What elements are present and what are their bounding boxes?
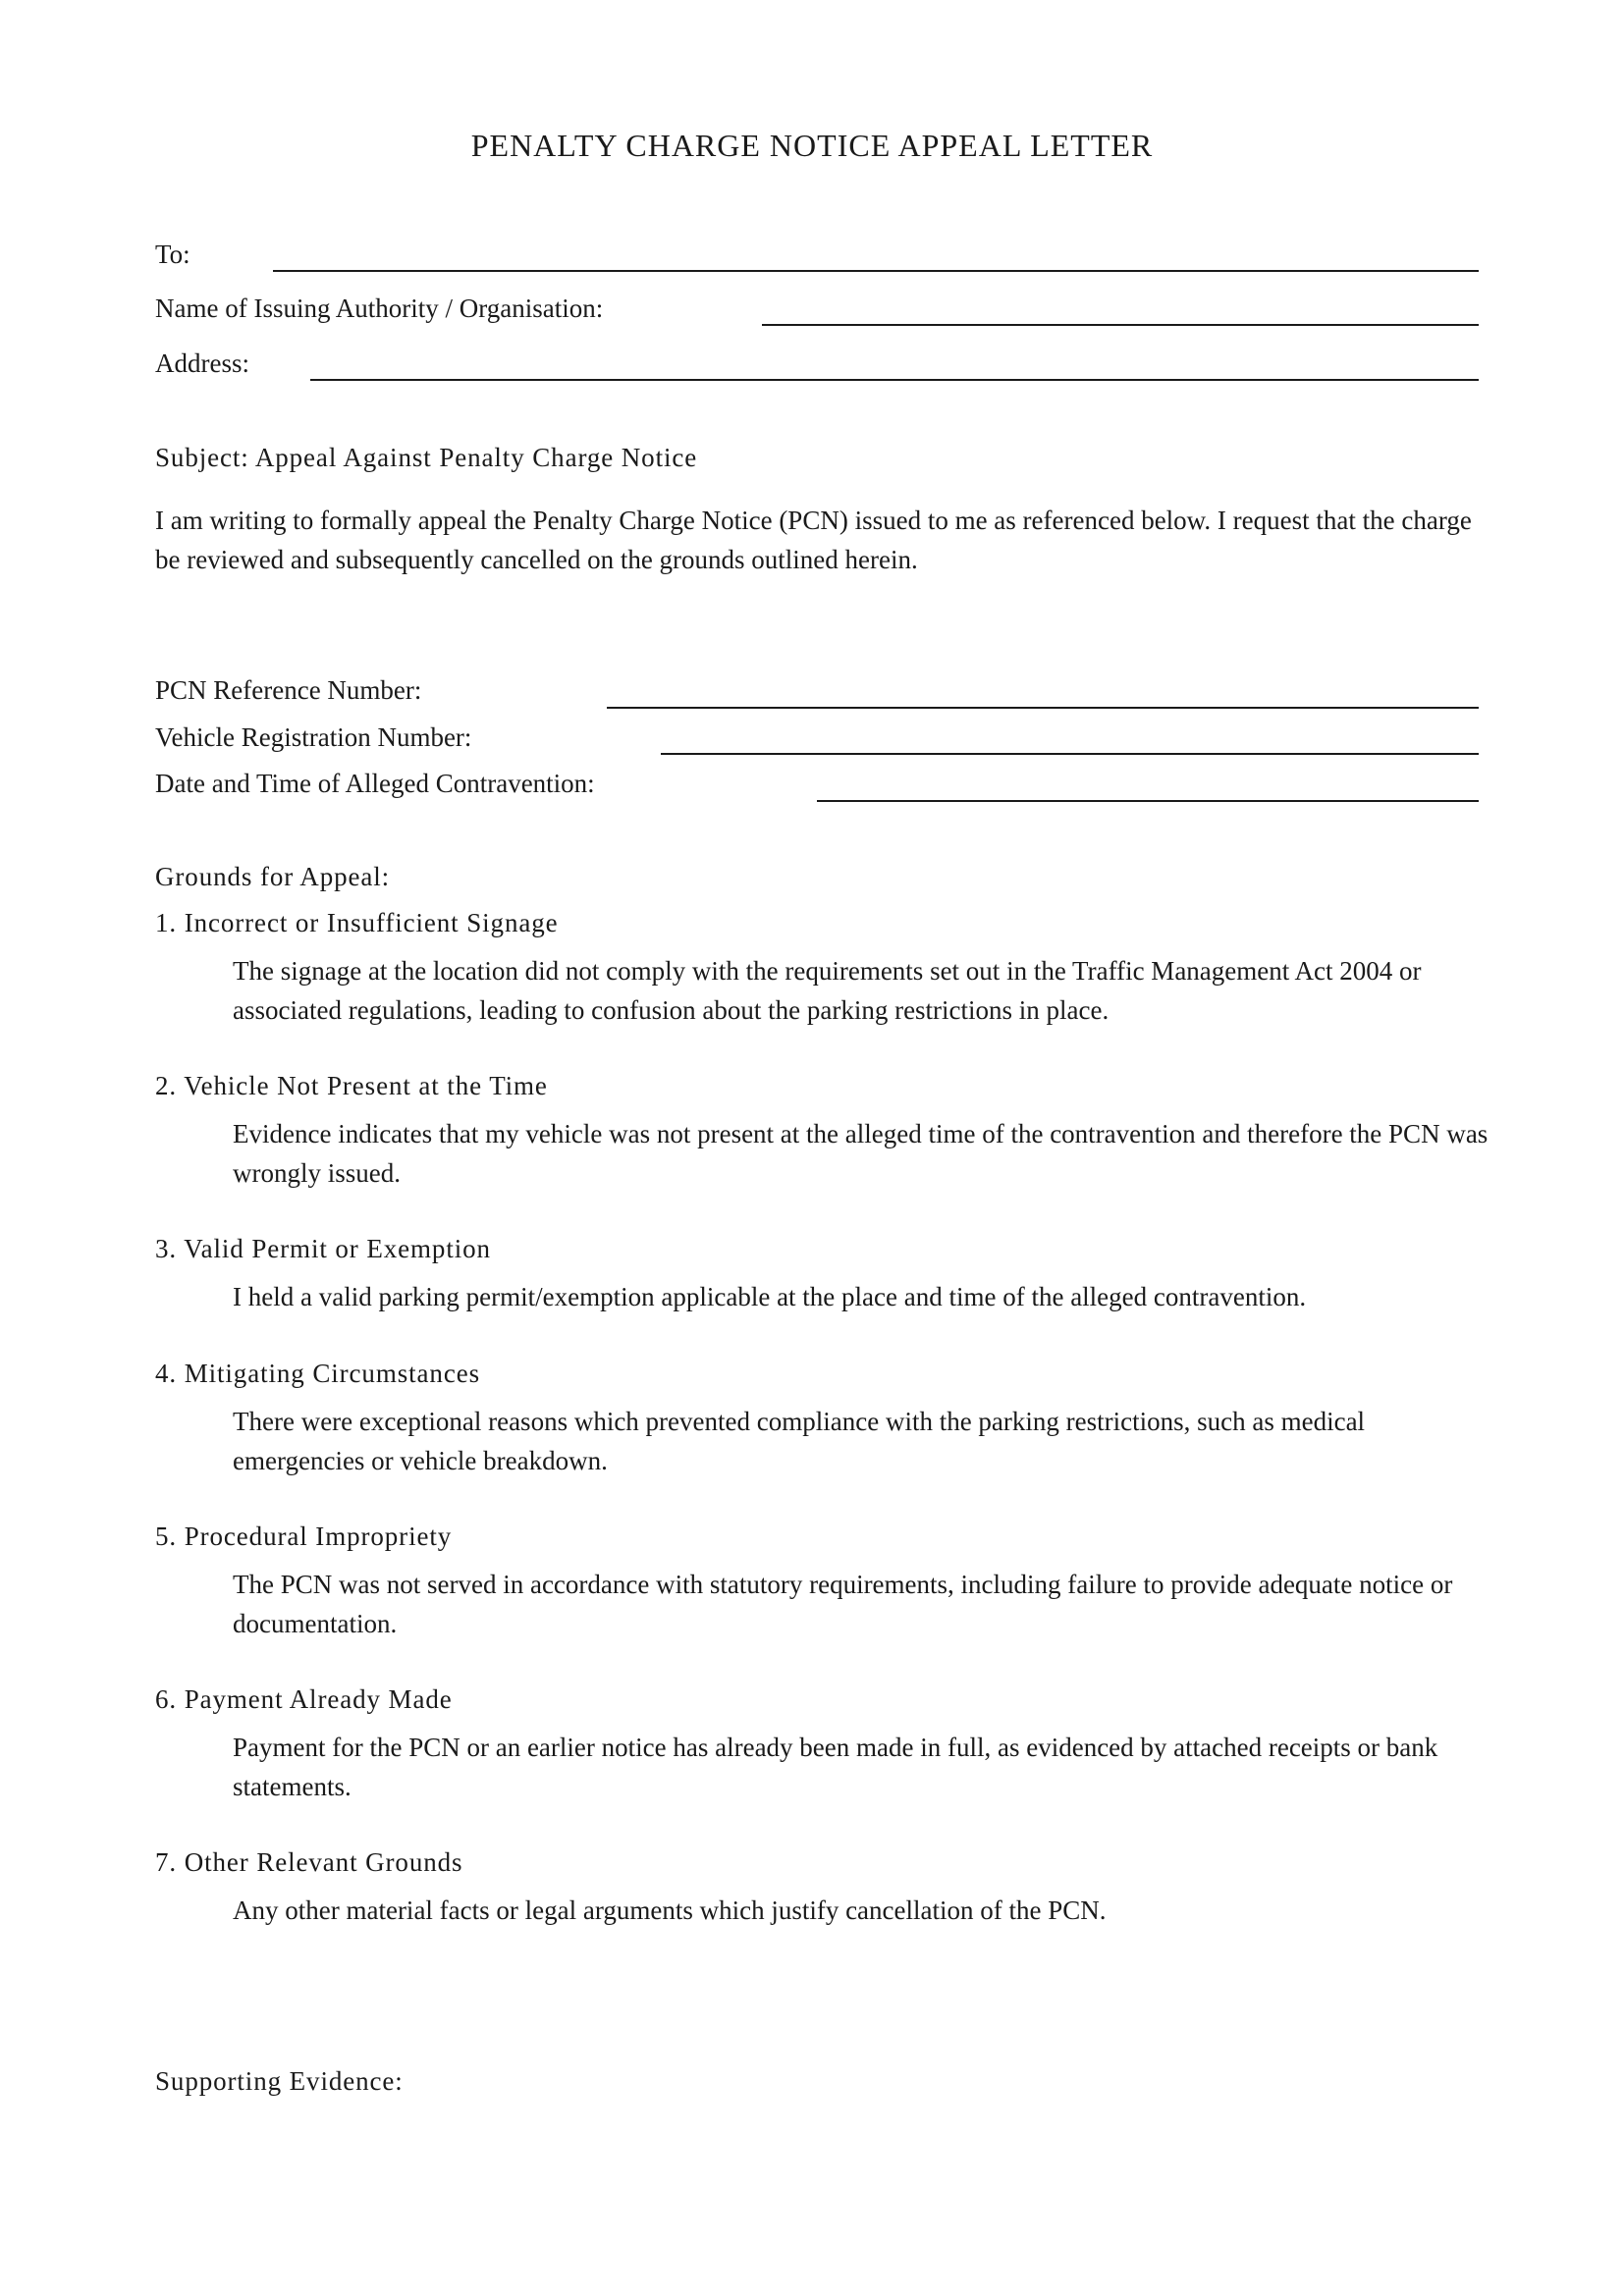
pcn-reference-field-line[interactable] (607, 707, 1479, 709)
ground-title-6: 6. Payment Already Made (155, 1684, 453, 1714)
address-label: Address: (155, 348, 249, 378)
vehicle-registration-field-line[interactable] (661, 753, 1479, 755)
address-field-line[interactable] (310, 379, 1479, 381)
ground-title-4: 4. Mitigating Circumstances (155, 1359, 481, 1388)
ground-text-6: Payment for the PCN or an earlier notice has already been made in full, as evidenced by attached receipts or bank statements. (233, 1733, 1438, 1801)
ground-title-5: 5. Procedural Impropriety (155, 1522, 453, 1551)
pcn-reference-label: PCN Reference Number: (155, 675, 422, 705)
subject-line: Subject: Appeal Against Penalty Charge Notice (155, 443, 698, 472)
to-field-line[interactable] (273, 270, 1479, 272)
vehicle-registration-label: Vehicle Registration Number: (155, 722, 472, 752)
intro-paragraph: I am writing to formally appeal the Penalty Charge Notice (PCN) issued to me as referenced below. I request that the charge be reviewed and subsequently cancelled on the grounds outlined herein. (155, 506, 1472, 574)
contravention-datetime-label: Date and Time of Alleged Contravention: (155, 769, 595, 798)
document-title: PENALTY CHARGE NOTICE APPEAL LETTER (470, 128, 1154, 163)
ground-title-3: 3. Valid Permit or Exemption (155, 1234, 491, 1263)
grounds-heading: Grounds for Appeal: (155, 862, 391, 891)
contravention-datetime-field-line[interactable] (817, 800, 1479, 802)
ground-text-1: The signage at the location did not comply with the requirements set out in the Traffic Management Act 2004 or associated regulations, leading to confusion about the parking restrictions in place. (233, 956, 1422, 1025)
ground-text-2: Evidence indicates that my vehicle was not present at the alleged time of the contravention and therefore the PCN was wrongly issued. (233, 1119, 1489, 1188)
ground-text-4: There were exceptional reasons which prevented compliance with the parking restrictions, such as medical emergencies or vehicle breakdown. (233, 1407, 1366, 1475)
ground-title-1: 1. Incorrect or Insufficient Signage (155, 908, 559, 937)
ground-text-3: I held a valid parking permit/exemption applicable at the place and time of the alleged contravention. (233, 1282, 1307, 1311)
to-label: To: (155, 240, 190, 269)
ground-title-7: 7. Other Relevant Grounds (155, 1847, 463, 1877)
ground-text-7: Any other material facts or legal arguments which justify cancellation of the PCN. (233, 1896, 1107, 1925)
ground-text-5: The PCN was not served in accordance with statutory requirements, including failure to provide adequate notice or documentation. (233, 1570, 1453, 1638)
authority-field-line[interactable] (762, 324, 1479, 326)
supporting-evidence-label: Supporting Evidence: (155, 2066, 404, 2096)
ground-title-2: 2. Vehicle Not Present at the Time (155, 1071, 548, 1100)
authority-label: Name of Issuing Authority / Organisation: (155, 294, 604, 323)
